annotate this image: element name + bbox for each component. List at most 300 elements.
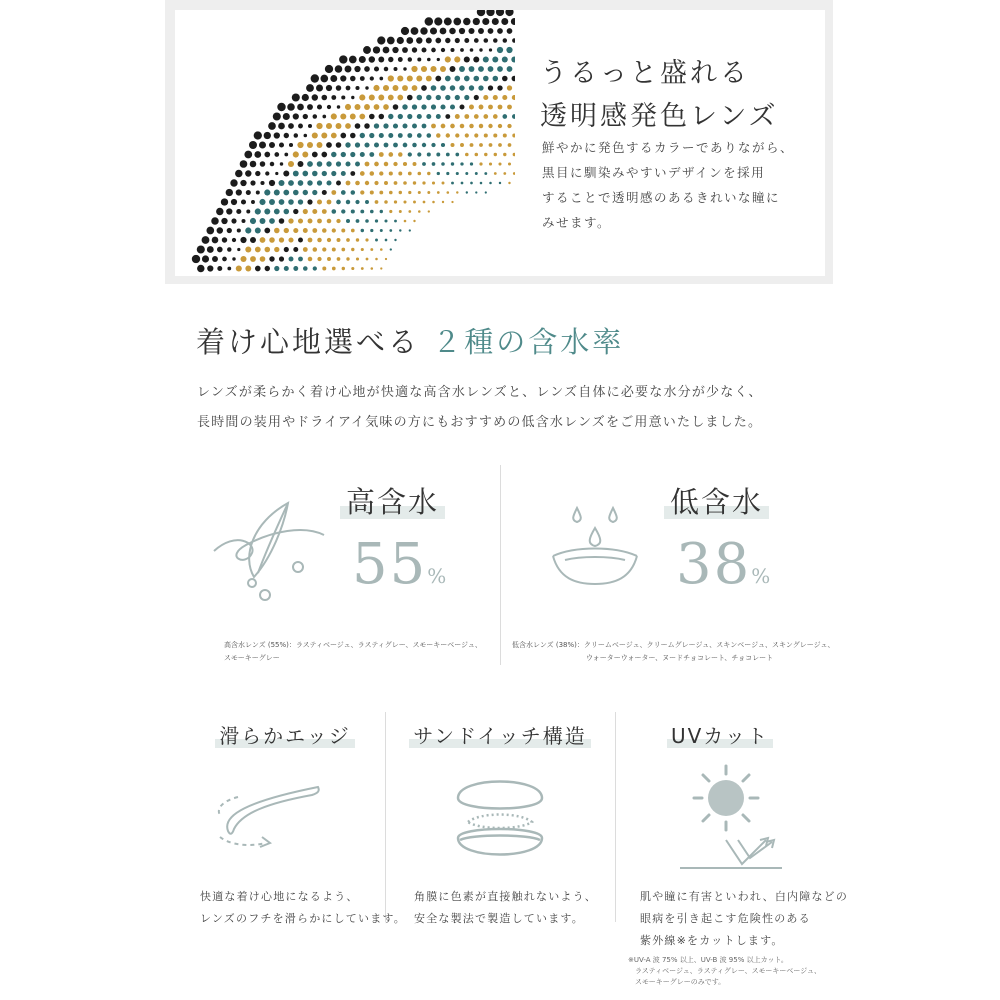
halftone-dot [508,182,510,184]
halftone-dot [418,191,421,194]
halftone-dot [384,200,388,204]
halftone-dot [393,85,399,91]
halftone-dot [340,133,346,139]
halftone-dot [379,114,385,120]
halftone-dot [332,248,336,252]
halftone-dot [377,36,385,44]
halftone-dot [388,152,393,157]
halftone-dot [398,152,402,156]
halftone-dot [365,238,368,241]
halftone-dot [255,228,261,234]
feature-1-desc-line2: レンズのフチを滑らかにしています。 [200,912,406,925]
halftone-dot [484,153,487,156]
halftone-dot [369,133,374,138]
halftone-dot [432,181,435,184]
halftone-dot [270,162,274,166]
halftone-dot [341,229,345,233]
halftone-dot [303,228,308,233]
halftone-dot [388,95,394,101]
halftone-dot [493,114,498,119]
halftone-dot [308,219,313,224]
halftone-dot [332,228,336,232]
halftone-dot [303,190,308,195]
halftone-dot [361,248,364,251]
halftone-dot [383,47,390,54]
halftone-dot [255,208,261,214]
halftone-dot [269,256,274,261]
halftone-dot [346,86,351,91]
halftone-dot [469,85,474,90]
feature-3-desc-line1: 肌や瞳に有害といわれ、白内障などの [640,890,849,903]
halftone-dot [242,219,246,223]
halftone-dot [413,220,415,222]
halftone-dot [378,57,384,63]
halftone-dot [289,143,293,147]
halftone-dot [303,114,308,119]
feature-smooth-edge-description [200,886,406,930]
halftone-dot [316,123,322,129]
halftone-dot [278,180,284,186]
halftone-dot [244,151,252,159]
halftone-dot [322,190,327,195]
halftone-dot [283,113,290,120]
halftone-dot [508,143,512,147]
halftone-dot [465,153,469,157]
halftone-dot [250,180,255,185]
high-water-label [340,480,445,521]
halftone-dot [379,171,383,175]
halftone-dot [496,10,504,16]
halftone-dot [251,200,255,204]
halftone-dot [511,18,515,25]
halftone-dot [359,114,365,120]
halftone-dot [497,28,503,34]
halftone-dot [422,181,425,184]
halftone-dot [265,247,271,253]
halftone-dot [365,162,370,167]
water-title-main: 着け心地選べる [196,325,421,359]
halftone-dot [412,124,417,129]
halftone-dot [259,199,265,205]
halftone-dot [475,172,478,175]
halftone-dot [427,58,431,62]
halftone-dot [216,208,223,215]
halftone-dot [493,76,499,82]
halftone-dot [411,27,419,35]
halftone-dot [484,133,488,137]
halftone-dot [336,123,342,129]
halftone-dot [284,266,289,271]
halftone-dot [237,228,241,232]
halftone-dot [327,105,331,109]
hero-body-line4: みせます。 [542,215,612,230]
halftone-dot [408,172,412,176]
halftone-dot [264,209,270,215]
halftone-dot [279,218,285,224]
feature-2-title-text: サンドイッチ構造 [409,724,591,748]
halftone-dot [269,218,275,224]
halftone-dot [312,171,318,177]
halftone-dot [426,95,431,100]
halftone-dot [430,66,436,72]
halftone-dot [450,85,455,90]
halftone-dot [240,256,246,262]
halftone-dot [304,134,308,138]
halftone-dot [336,85,342,91]
halftone-dot [230,179,237,186]
feature-sandwich-description [414,886,597,930]
halftone-dot [302,171,308,177]
halftone-dot [375,258,378,261]
halftone-dot [478,66,484,72]
halftone-dot [512,114,515,119]
halftone-dot [403,200,406,203]
halftone-dot [475,153,479,157]
halftone-dot [364,104,370,110]
halftone-dot [312,152,318,158]
halftone-dot [375,239,378,242]
low-water-colors-note [512,639,842,665]
halftone-dot [501,18,508,25]
halftone-dot [327,219,332,224]
halftone-dot [284,247,289,252]
halftone-dot [413,201,416,204]
halftone-dot [412,104,417,109]
halftone-dot [351,229,355,233]
halftone-dot [460,124,465,129]
halftone-dot [313,247,318,252]
halftone-dot [379,152,384,157]
feature-uv-description [640,886,848,952]
halftone-dot [360,190,364,194]
hero-title-line2: 透明感発色レンズ [540,101,779,132]
water-desc-line2: 長時間の装用やドライアイ気味の方にもおすすめの低含水レンズをご用意いたしました。 [197,415,763,430]
halftone-dot [288,161,294,167]
halftone-dot [403,143,408,148]
halftone-dot [451,162,454,165]
halftone-iris-graphic [175,10,515,276]
halftone-dot [226,208,232,214]
hero-body-line1: 鮮やかに発色するカラーでありながら、 [542,140,795,155]
halftone-dot [455,133,459,137]
halftone-dot [502,95,507,100]
halftone-dot [364,123,370,129]
halftone-dot [446,153,450,157]
high-note-line2: スモーキーグレー [224,654,280,662]
halftone-dot [437,58,440,61]
halftone-dot [453,18,461,26]
halftone-dot [217,247,223,253]
halftone-dot [274,266,279,271]
halftone-dot [474,76,480,82]
halftone-dot [403,162,407,166]
halftone-dot [455,153,459,157]
halftone-dot [451,182,454,185]
uv-note-line1: ※UV-A 波 75% 以上、UV-B 波 95% 以上カット。 [628,956,788,964]
halftone-dot [350,171,355,176]
halftone-dot [370,190,374,194]
halftone-dot [446,172,449,175]
halftone-dot [402,85,408,91]
halftone-dot [418,172,422,176]
halftone-dot [245,266,251,272]
halftone-dot [317,104,322,109]
halftone-dot [383,85,389,91]
halftone-dot [284,133,289,138]
halftone-dot [369,152,374,157]
halftone-dot [211,217,219,225]
halftone-dot [474,133,478,137]
halftone-dot [308,238,313,243]
halftone-dot [231,218,236,223]
halftone-dot [459,28,465,34]
halftone-dot [411,66,417,72]
feature-uv-footnote [628,955,821,988]
halftone-dot [321,133,327,139]
halftone-dot [489,48,492,51]
halftone-dot [260,181,264,185]
halftone-dot [250,237,256,243]
halftone-dot [326,180,331,185]
halftone-dot [408,191,411,194]
halftone-dot [427,133,432,138]
halftone-dot [240,180,246,186]
halftone-dot [379,191,383,195]
halftone-dot [450,143,454,147]
halftone-dot [373,46,380,53]
halftone-dot [492,18,499,25]
halftone-dot [346,200,350,204]
halftone-dot [241,199,246,204]
halftone-dot [202,236,210,244]
halftone-dot [293,190,299,196]
feature-2-desc-line1: 角膜に色素が直接触れないよう、 [414,890,597,903]
halftone-dot [384,219,387,222]
halftone-dot [227,228,232,233]
halftone-dot [397,75,403,81]
halftone-dot [464,95,469,100]
halftone-dot [497,66,503,72]
water-desc-line1: レンズが柔らかく着け心地が快適な高含水レンズと、レンズ自体に必要な水分が少なく、 [197,385,763,400]
halftone-dot [460,48,464,52]
halftone-dot [388,57,393,62]
halftone-dot [351,248,354,251]
halftone-dot [456,172,459,175]
halftone-dot [374,104,380,110]
halftone-dot [385,239,388,242]
halftone-dot [407,114,412,119]
halftone-dot [303,247,308,252]
halftone-dot [422,143,426,147]
halftone-dot [389,171,393,175]
halftone-dot [365,86,368,89]
halftone-dot [297,104,304,111]
halftone-dot [293,171,299,177]
halftone-dot [492,57,498,63]
halftone-dot [313,266,317,270]
halftone-dot [460,143,464,147]
halftone-dot [269,142,275,148]
halftone-dot [370,76,374,80]
halftone-dot [408,152,412,156]
halftone-dot [359,56,366,63]
halftone-dot [351,190,356,195]
halftone-dot [461,182,464,185]
halftone-dot [412,85,418,91]
halftone-dot [455,95,460,100]
halftone-dot [441,48,445,52]
halftone-dot [254,151,261,158]
halftone-dot [384,162,388,166]
halftone-dot [380,229,383,232]
halftone-dot [450,66,456,72]
halftone-dot [298,257,303,262]
halftone-dot [298,218,303,223]
halftone-dot [508,162,511,165]
halftone-dot [264,132,271,139]
halftone-dot [413,162,417,166]
halftone-dot [331,95,336,100]
halftone-dot [421,85,427,91]
halftone-dot [316,85,323,92]
halftone-dot [197,245,205,253]
halftone-dot [503,153,506,156]
halftone-dot [484,172,487,175]
halftone-dot [308,257,313,262]
halftone-dot [284,153,288,157]
halftone-dot [245,170,251,176]
feature-divider-2 [615,712,616,922]
halftone-dot [473,56,479,62]
halftone-dot [507,28,513,34]
halftone-dot [322,247,326,251]
halftone-dot [412,143,417,148]
uv-note-line3: スモーキーグレーのみです。 [628,978,726,986]
halftone-dot [312,209,317,214]
halftone-dot [456,191,458,193]
halftone-dot [493,38,498,43]
halftone-dot [374,143,379,148]
halftone-dot [288,180,294,186]
halftone-dot [351,96,354,99]
hero-body-line3: することで透明感のあるきれいな瞳に [542,190,781,205]
halftone-dot [340,75,346,81]
halftone-dot [445,95,450,100]
halftone-dot [350,152,355,157]
halftone-dot [342,267,345,270]
halftone-dot [383,104,389,110]
halftone-dot [269,199,275,205]
halftone-dot [288,218,293,223]
halftone-dot [417,152,421,156]
halftone-dot [364,66,370,72]
halftone-dot [340,113,346,119]
halftone-dot [322,171,327,176]
halftone-dot [350,76,356,82]
halftone-dot [430,27,437,34]
halftone-dot [222,257,227,262]
halftone-dot [454,76,460,82]
halftone-dot [436,133,440,137]
halftone-dot [336,142,342,148]
halftone-dot [345,66,352,73]
low-note-line2: ウォーターウォーター、ヌードチョコレート、チョコレート [586,654,774,662]
halftone-dot [404,220,407,223]
halftone-dot [370,171,375,176]
halftone-dot [360,133,365,138]
halftone-dot [256,190,260,194]
halftone-dot [489,143,493,147]
halftone-dot [326,161,331,166]
halftone-dot [307,142,313,148]
halftone-dot [264,152,270,158]
halftone-dot [399,210,402,213]
smooth-edge-icon [208,775,328,855]
halftone-dot [308,124,312,128]
hero-title-line1: うるっと盛れる [540,58,750,89]
halftone-dot [389,229,392,232]
halftone-dot [345,123,351,129]
halftone-dot [274,228,280,234]
halftone-dot [327,257,331,261]
halftone-dot [250,218,256,224]
halftone-dot [240,237,246,243]
halftone-dot [332,209,337,214]
halftone-dot [512,38,515,42]
halftone-dot [470,143,474,147]
halftone-dot [384,181,388,185]
halftone-dot [412,47,417,52]
halftone-dot [445,38,450,43]
halftone-dot [373,85,379,91]
halftone-dot [288,199,294,205]
halftone-dot [249,141,257,149]
halftone-dot [374,66,379,71]
halftone-dot [307,199,312,204]
halftone-dot [407,95,413,101]
halftone-dot [512,95,515,100]
halftone-dot [436,114,441,119]
lens-drop-icon [545,500,645,590]
halftone-dot [326,142,332,148]
halftone-dot [298,124,303,129]
halftone-dot [427,152,431,156]
halftone-dot [498,124,502,128]
halftone-dot [388,114,393,119]
halftone-dot [326,85,332,91]
halftone-dot [337,257,341,261]
feature-3-desc-line3: 紫外線※をカットします。 [640,934,784,947]
halftone-dot [260,161,266,167]
halftone-dot [483,95,488,100]
halftone-dot [255,171,260,176]
halftone-dot [293,113,299,119]
halftone-dot [489,162,492,165]
halftone-dot [365,200,369,204]
halftone-dot [511,57,515,63]
halftone-dot [339,55,347,63]
halftone-dot [513,153,515,156]
halftone-dot [284,209,290,215]
halftone-dot [470,162,473,165]
halftone-dot [237,248,240,251]
halftone-dot [450,124,455,129]
halftone-dot [440,66,446,72]
halftone-dot [469,105,474,110]
feature-3-desc-line2: 眼病を引き起こす危険性のある [640,912,811,925]
halftone-dot [442,201,444,203]
halftone-dot [393,143,398,148]
